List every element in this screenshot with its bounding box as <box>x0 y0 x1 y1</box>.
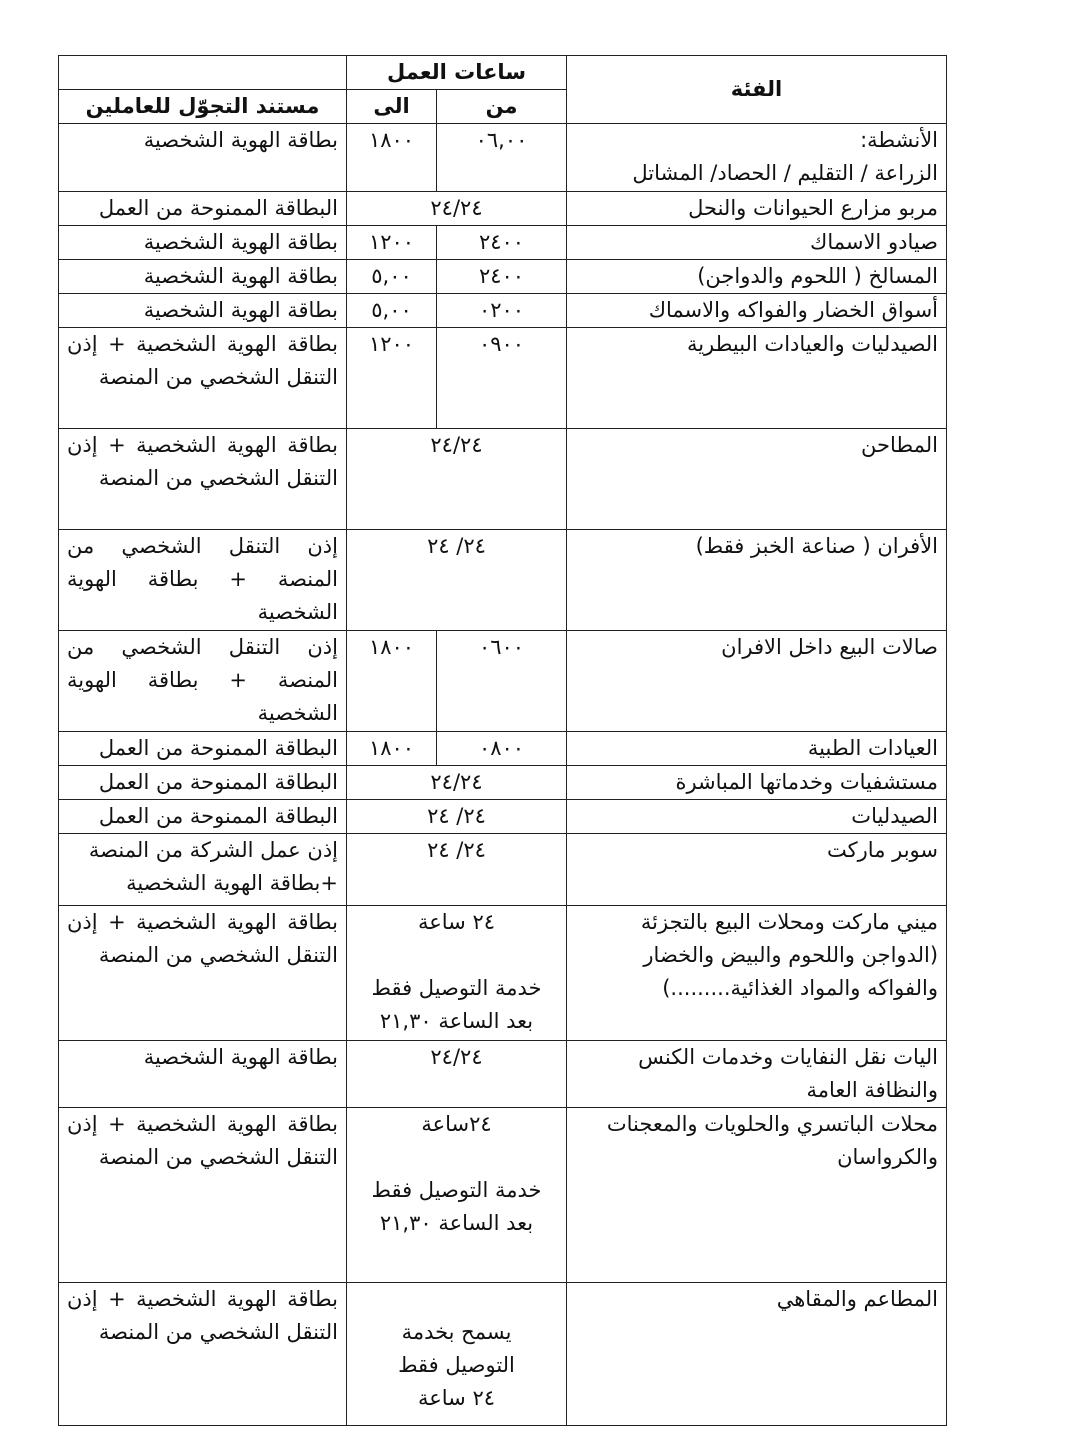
category-cell <box>567 124 947 192</box>
hours-note: خدمة التوصيل فقط <box>371 976 542 1000</box>
header-working-hours: ساعات العمل <box>347 56 567 90</box>
table-row <box>59 429 947 530</box>
table-row <box>59 800 947 834</box>
document-cell <box>59 834 347 906</box>
category-text: سوبر ماركت <box>827 838 939 862</box>
document-cell <box>59 328 347 429</box>
hours-cell <box>347 1283 567 1426</box>
table-row <box>59 1108 947 1283</box>
category-text: الصيدليات والعيادات البيطرية <box>686 332 939 356</box>
hours-cell <box>347 1041 567 1108</box>
to-time-cell: ١٨٠٠ <box>347 732 437 766</box>
table-row <box>59 328 947 429</box>
table-row <box>59 766 947 800</box>
hours-cell <box>347 834 567 906</box>
to-time-cell: ١٢٠٠ <box>347 328 437 429</box>
document-cell <box>59 226 347 260</box>
table-row <box>59 1041 947 1108</box>
header-document-blank <box>59 56 347 90</box>
category-cell <box>567 631 947 732</box>
category-text: مربو مزارع الحيوانات والنحل <box>688 196 939 220</box>
category-text: المطاحن <box>861 433 939 457</box>
document-text: إذن التنقل الشخصي من المنصة + بطاقة الهوية الشخصية <box>67 534 338 624</box>
category-cell <box>567 260 947 294</box>
table-row <box>59 834 947 906</box>
document-cell <box>59 800 347 834</box>
document-text: إذن التنقل الشخصي من المنصة + بطاقة الهوية الشخصية <box>67 635 338 725</box>
category-text: الصيدليات <box>851 804 939 828</box>
from-time-cell: ٢٤٠٠ <box>437 226 567 260</box>
document-text: إذن عمل الشركة من المنصة <box>88 838 338 862</box>
hours-text: ٢٤/٢٤ <box>430 770 483 794</box>
document-cell <box>59 294 347 328</box>
from-time-cell: ٠٦,٠٠ <box>437 124 567 192</box>
category-text: صالات البيع داخل الافران <box>721 635 939 659</box>
document-text: بطاقة الهوية الشخصية + إذن التنقل الشخصي من المنصة <box>67 332 338 389</box>
category-cell <box>567 800 947 834</box>
document-cell <box>59 124 347 192</box>
hours-text: ٢٤ساعة <box>421 1112 492 1136</box>
document-text: بطاقة الهوية الشخصية + إذن التنقل الشخصي من المنصة <box>67 433 338 490</box>
table-row <box>59 294 947 328</box>
document-cell <box>59 1108 347 1283</box>
document-text: البطاقة الممنوحة من العمل <box>98 736 338 760</box>
category-cell <box>567 732 947 766</box>
table-row <box>59 192 947 226</box>
category-cell <box>567 328 947 429</box>
table-row <box>59 530 947 631</box>
table-row <box>59 226 947 260</box>
category-cell <box>567 294 947 328</box>
to-time-cell: ٥,٠٠ <box>347 294 437 328</box>
document-text: بطاقة الهوية الشخصية <box>143 230 338 254</box>
to-time-cell: ٥,٠٠ <box>347 260 437 294</box>
hours-cell <box>347 800 567 834</box>
document-cell <box>59 1041 347 1108</box>
document-cell <box>59 429 347 530</box>
document-text: بطاقة الهوية الشخصية <box>143 1045 338 1069</box>
document-cell <box>59 192 347 226</box>
document-cell <box>59 260 347 294</box>
category-cell <box>567 429 947 530</box>
document-text: بطاقة الهوية الشخصية <box>143 298 338 322</box>
document-cell <box>59 732 347 766</box>
document-cell <box>59 766 347 800</box>
category-cell <box>567 766 947 800</box>
table-body <box>59 124 947 1426</box>
table-row <box>59 732 947 766</box>
category-text: المطاعم والمقاهي <box>776 1287 939 1311</box>
hours-cell <box>347 192 567 226</box>
document-text: بطاقة الهوية الشخصية + إذن التنقل الشخصي من المنصة <box>67 1287 338 1344</box>
from-time-cell: ٢٤٠٠ <box>437 260 567 294</box>
table-row <box>59 906 947 1041</box>
from-time-cell: ٠٢٠٠ <box>437 294 567 328</box>
category-cell <box>567 1108 947 1283</box>
to-time-cell: ١٢٠٠ <box>347 226 437 260</box>
working-hours-table <box>58 55 947 1426</box>
header-from: من <box>437 90 567 124</box>
category-text: المسالخ ( اللحوم والدواجن) <box>697 264 939 288</box>
category-text: ميني ماركت ومحلات البيع بالتجزئة (الدواجن واللحوم والبيض والخضار والفواكه والمواد الغذائية.........) <box>640 910 939 1000</box>
header-to: الى <box>347 90 437 124</box>
hours-cell <box>347 1108 567 1283</box>
to-time-cell: ١٨٠٠ <box>347 124 437 192</box>
document-text: +بطاقة الهوية الشخصية <box>126 871 338 895</box>
category-text: الأفران ( صناعة الخبز فقط) <box>695 534 939 558</box>
document-text: بطاقة الهوية الشخصية + إذن التنقل الشخصي من المنصة <box>67 910 338 967</box>
from-time-cell: ٠٨٠٠ <box>437 732 567 766</box>
category-text: أسواق الخضار والفواكه والاسماك <box>648 298 939 322</box>
to-time-cell: ١٨٠٠ <box>347 631 437 732</box>
hours-note: التوصيل فقط <box>398 1353 515 1377</box>
hours-text: ٢٤/ ٢٤ <box>427 804 486 828</box>
hours-text: ٢٤/٢٤ <box>430 433 483 457</box>
table-row <box>59 631 947 732</box>
hours-note: بعد الساعة ٢١,٣٠ <box>379 1211 534 1235</box>
category-cell <box>567 226 947 260</box>
hours-cell <box>347 906 567 1041</box>
category-text: الزراعة / التقليم / الحصاد/ المشاتل <box>632 161 939 185</box>
hours-text: ٢٤/ ٢٤ <box>427 534 486 558</box>
hours-text: ٢٤/٢٤ <box>430 1045 483 1069</box>
category-text: مستشفيات وخدماتها المباشرة <box>675 770 939 794</box>
from-time-cell: ٠٦٠٠ <box>437 631 567 732</box>
document-text: البطاقة الممنوحة من العمل <box>98 770 338 794</box>
hours-spacer <box>355 1141 558 1174</box>
table-row <box>59 1283 947 1426</box>
document-text: البطاقة الممنوحة من العمل <box>98 804 338 828</box>
document-cell <box>59 906 347 1041</box>
category-cell <box>567 906 947 1041</box>
hours-spacer <box>355 939 558 972</box>
table-row <box>59 260 947 294</box>
hours-text: ٢٤/ ٢٤ <box>427 838 486 862</box>
hours-cell <box>347 766 567 800</box>
category-text: اليات نقل النفايات وخدمات الكنس والنظافة العامة <box>638 1045 939 1102</box>
from-time-cell: ٠٩٠٠ <box>437 328 567 429</box>
category-text: محلات الباتسري والحلويات والمعجنات والكرواسان <box>606 1112 939 1169</box>
document-text: بطاقة الهوية الشخصية <box>143 264 338 288</box>
hours-note: يسمح بخدمة <box>401 1320 512 1344</box>
hours-note: ٢٤ ساعة <box>417 1386 496 1410</box>
document-cell <box>59 530 347 631</box>
hours-cell <box>347 429 567 530</box>
document-text: البطاقة الممنوحة من العمل <box>98 196 338 220</box>
category-cell <box>567 1283 947 1426</box>
hours-cell <box>347 530 567 631</box>
hours-spacer <box>355 1283 558 1316</box>
header-category: الفئة <box>567 56 947 124</box>
category-cell <box>567 1041 947 1108</box>
table-row <box>59 124 947 192</box>
hours-text: ٢٤ ساعة <box>417 910 496 934</box>
hours-note: خدمة التوصيل فقط <box>371 1178 542 1202</box>
category-text: العيادات الطبية <box>807 736 939 760</box>
document-text: بطاقة الهوية الشخصية + إذن التنقل الشخصي من المنصة <box>67 1112 338 1169</box>
hours-note: بعد الساعة ٢١,٣٠ <box>379 1009 534 1033</box>
category-text: صيادو الاسماك <box>810 230 939 254</box>
category-cell <box>567 530 947 631</box>
category-text: الأنشطة: <box>860 128 939 152</box>
category-cell <box>567 192 947 226</box>
document-text: بطاقة الهوية الشخصية <box>143 128 338 152</box>
header-document: مستند التجوّل للعاملين <box>59 90 347 124</box>
document-page <box>58 55 946 1426</box>
document-cell <box>59 1283 347 1426</box>
category-cell <box>567 834 947 906</box>
document-cell <box>59 631 347 732</box>
hours-text: ٢٤/٢٤ <box>430 196 483 220</box>
